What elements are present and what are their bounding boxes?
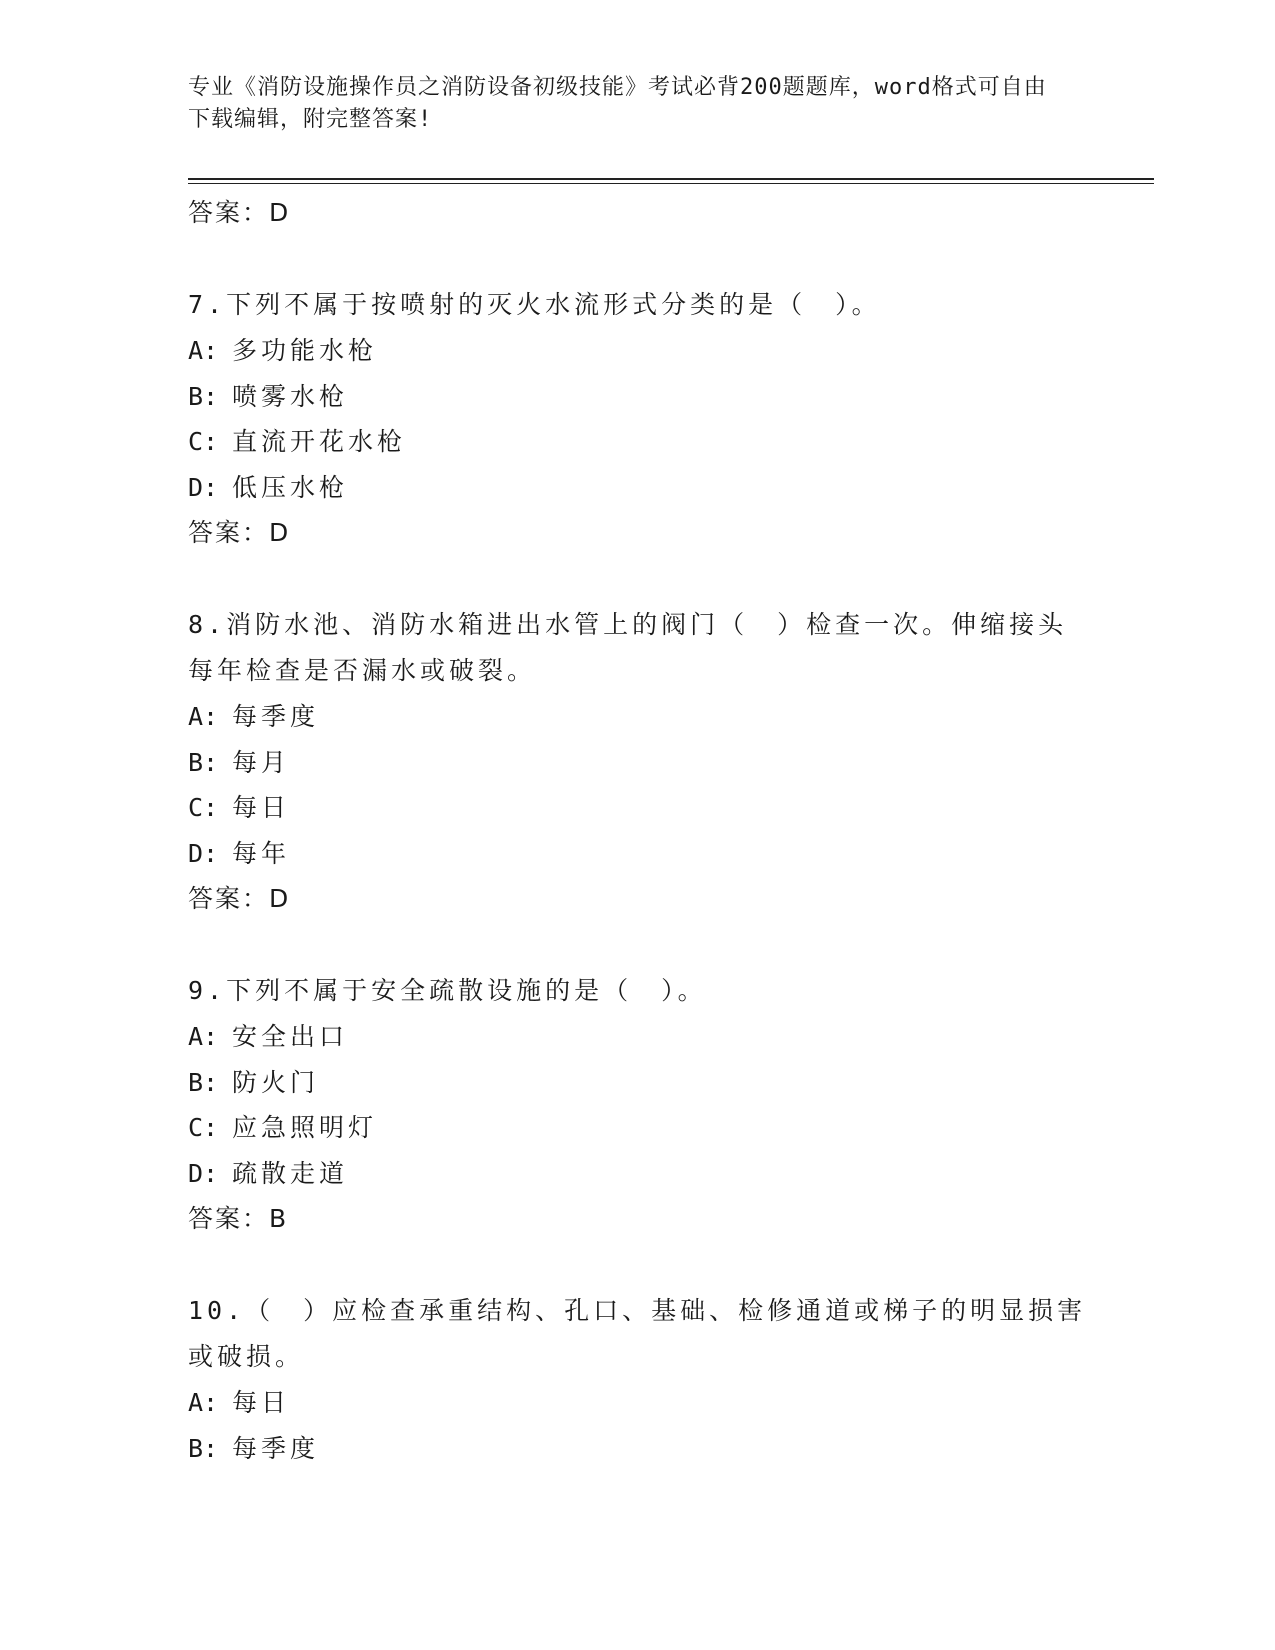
option-letter: B: <box>188 1067 219 1097</box>
answer-line: 答案：D <box>188 884 291 913</box>
option-a <box>188 1014 1088 1060</box>
option-text: 直流开花水枪 <box>232 427 407 456</box>
option-b <box>188 1426 1088 1472</box>
option-letter: C: <box>188 1113 219 1142</box>
option-text: 防火门 <box>232 1067 320 1097</box>
option-text: 疏散走道 <box>232 1158 349 1188</box>
option-letter: D: <box>188 838 219 868</box>
option-letter: A: <box>188 702 219 731</box>
option-text: 每日 <box>232 1388 291 1417</box>
option-text: 每年 <box>232 838 291 868</box>
option-letter: D: <box>188 472 219 502</box>
option-d <box>188 1151 1088 1197</box>
answer-line: 答案：D <box>188 518 291 547</box>
option-a <box>188 1380 1088 1426</box>
option-text: 每日 <box>232 793 291 822</box>
option-letter: C: <box>188 427 219 456</box>
option-text: 应急照明灯 <box>232 1113 378 1142</box>
header-rule-thin <box>188 183 1154 184</box>
option-a <box>188 694 1088 740</box>
option-letter: B: <box>188 747 219 777</box>
option-c <box>188 419 1088 465</box>
question-stem: 8.消防水池、消防水箱进出水管上的阀门（ ）检查一次。伸缩接头每年检查是否漏水或破裂。 <box>188 610 1068 685</box>
document-header: 专业《消防设施操作员之消防设备初级技能》考试必背200题题库，word格式可自由下载编辑，附完整答案! <box>188 75 1047 132</box>
option-text: 每季度 <box>232 1433 320 1463</box>
option-letter: A: <box>188 336 219 365</box>
question-stem: 9.下列不属于安全疏散设施的是（ ）。 <box>188 976 707 1005</box>
answer-line: 答案：B <box>188 1204 289 1233</box>
option-c <box>188 785 1088 831</box>
option-letter: C: <box>188 793 219 822</box>
question-list <box>188 190 1088 1471</box>
question-block <box>188 968 1088 1241</box>
answer-line: 答案：D <box>188 198 291 227</box>
option-letter: A: <box>188 1022 219 1051</box>
option-letter: D: <box>188 1158 219 1188</box>
header-rule-thick <box>188 178 1154 180</box>
question-stem: 10.（ ）应检查承重结构、孔口、基础、检修通道或梯子的明显损害或破损。 <box>188 1296 1087 1371</box>
option-text: 喷雾水枪 <box>232 381 349 411</box>
option-b <box>188 374 1088 420</box>
option-text: 低压水枪 <box>232 472 349 502</box>
option-text: 安全出口 <box>232 1022 349 1051</box>
question-block <box>188 1288 1088 1471</box>
option-text: 每月 <box>232 747 291 777</box>
option-text: 多功能水枪 <box>232 336 378 365</box>
option-text: 每季度 <box>232 702 320 731</box>
question-block <box>188 282 1088 555</box>
option-b <box>188 1060 1088 1106</box>
option-c <box>188 1105 1088 1151</box>
option-letter: B: <box>188 381 219 411</box>
question-stem: 7.下列不属于按喷射的灭火水流形式分类的是（ ）。 <box>188 290 881 319</box>
option-b <box>188 740 1088 786</box>
option-letter: B: <box>188 1433 219 1463</box>
option-letter: A: <box>188 1388 219 1417</box>
option-d <box>188 465 1088 511</box>
option-a <box>188 328 1088 374</box>
option-d <box>188 831 1088 877</box>
question-block <box>188 602 1088 921</box>
